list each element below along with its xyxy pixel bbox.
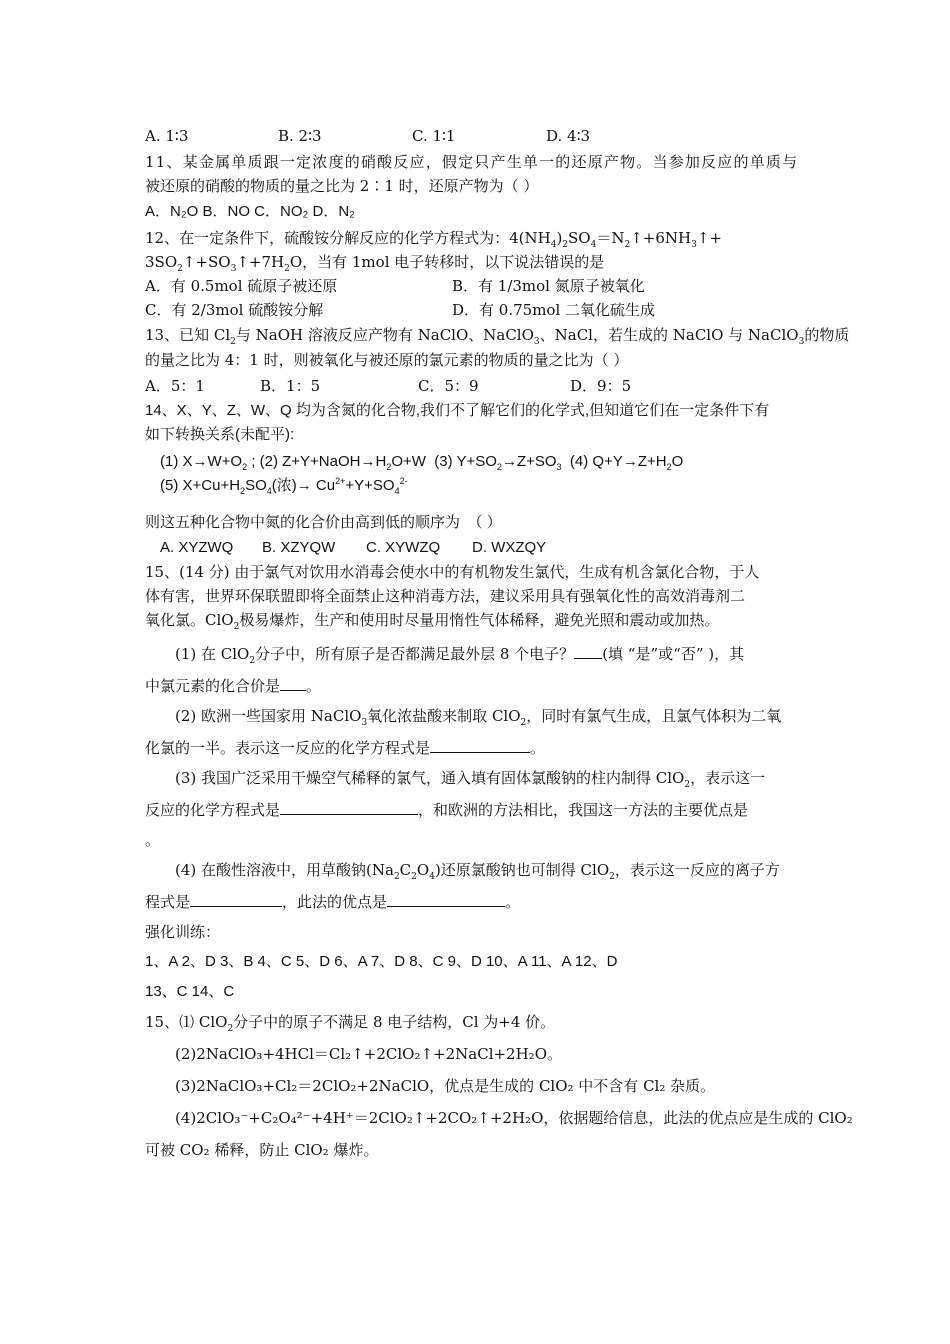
- q13-line-2: 的量之比为 4：1 时，则被氧化与被还原的氯元素的物质的量之比为（ ）: [145, 351, 629, 369]
- q14-reactions-1: (1) $X\to W+O_2$ ; (2) $Z+Y+NaOH\to H_2O+W$ (3) $Y+SO_2\to Z+SO_3$ (4) $Q+Y\to Z+H_2O$: [160, 453, 684, 472]
- q12-line-1: 12、在一定条件下，硫酸铵分解反应的化学方程式为：$4(NH_4)_2SO_4=N_2↑+6NH_3↑+$: [145, 229, 722, 250]
- q15-part-3-line-3: 。: [145, 831, 161, 849]
- q14-reactions-2: (5) $X+Cu+H_2SO_4$(浓)→ $Cu^{2+}+Y+SO_4^{2-}$: [160, 476, 408, 496]
- q12-option-a: A．有 0.5mol 硫原子被还原: [145, 277, 338, 295]
- answers-15-1: 15、⑴ ClO$_2$分子中的原子不满足 8 电子结构，Cl 为+4 价。: [145, 1013, 556, 1034]
- q10-option-c: C. 1∶1: [412, 127, 456, 145]
- q15-line-1: 15、(14 分) 由于氯气对饮用水消毒会使水中的有机物发生氯代，生成有机含氯化合物，于人: [145, 563, 760, 581]
- answers-15-3: (3)2NaClO₃+Cl₂＝2ClO₂+2NaClO，优点是生成的 ClO₂ 中不含有 Cl₂ 杂质。: [175, 1077, 716, 1095]
- q15-line-3: 氧化氯。ClO$_2$极易爆炸，生产和使用时尽量用惰性气体稀释，避免光照和震动或加热。: [145, 611, 720, 632]
- q12-line-2: $3SO_2↑+SO_3↑+7H_2O$，当有 1mol 电子转移时，以下说法错误的是: [145, 253, 605, 274]
- q15-part-2-line-2: 化氯的一半。表示这一反应的化学方程式是 。: [145, 739, 546, 757]
- q10-option-a: A. 1∶3: [145, 127, 189, 145]
- q13-option-d: D．9：5: [570, 377, 632, 395]
- q15-part-3: (3) 我国广泛采用干燥空气稀释的氯气，通入填有固体氯酸钠的柱内制得 ClO$_2$，表示这一: [175, 769, 766, 790]
- q12-option-c: C．有 2/3mol 硫酸铵分解: [145, 301, 324, 319]
- answer-blank[interactable]: [190, 892, 282, 907]
- q15-part-4-line-2: 程式是 ，此法的优点是 。: [145, 893, 521, 911]
- q10-option-b: B. 2∶3: [278, 127, 322, 145]
- answers-line-1: 1、A 2、D 3、B 4、C 5、D 6、A 7、D 8、C 9、D 10、A 11、A 12、D: [145, 953, 618, 970]
- q12-option-d: D．有 0.75mol 二氧化硫生成: [452, 301, 656, 319]
- q14-option-b: B. XZYQW: [262, 539, 336, 556]
- q13-option-b: B．1：5: [260, 377, 321, 395]
- q11-line-2: 被还原的硝酸的物质的量之比为 2∶1 时，还原产物为（ ）: [145, 177, 539, 195]
- q13-option-a: A．5：1: [145, 377, 205, 395]
- q14-option-d: D. WXZQY: [472, 539, 547, 556]
- q15-line-2: 体有害，世界环保联盟即将全面禁止这种消毒方法，建议采用具有强氧化性的高效消毒剂二: [145, 587, 746, 605]
- q12-option-b: B．有 1/3mol 氮原子被氧化: [452, 277, 645, 295]
- answer-blank[interactable]: [280, 800, 418, 815]
- q15-part-1: (1) 在 ClO$_2$分子中，所有原子是否都满足最外层 8 个电子？ (填 “是”或“否” )，其: [175, 645, 745, 666]
- answer-blank[interactable]: [280, 676, 306, 691]
- answers-heading: 强化训练：: [145, 923, 221, 941]
- q14-option-c: C. XYWZQ: [366, 539, 441, 556]
- answers-15-4: (4)2ClO₃⁻+C₂O₄²⁻+4H⁺＝2ClO₂↑+2CO₂↑+2H₂O，依据题给信息，此法的优点应是生成的 ClO₂: [175, 1109, 853, 1127]
- q14-option-a: A. XYZWQ: [160, 539, 234, 556]
- answer-blank[interactable]: [430, 738, 530, 753]
- q15-part-4: (4) 在酸性溶液中，用草酸钠$(Na_2C_2O_4)$还原氯酸钠也可制得 ClO$_2$，表示这一反应的离子方: [175, 861, 780, 882]
- q13-option-c: C．5：9: [418, 377, 479, 395]
- q11-options: A．N₂O B．NO C．NO₂ D．N₂: [145, 203, 355, 220]
- answer-blank[interactable]: [574, 644, 602, 659]
- q15-part-1-line-2: 中氯元素的化合价是 。: [145, 677, 322, 695]
- q11-line-1: 11、某金属单质跟一定浓度的硝酸反应，假定只产生单一的还原产物。当参加反应的单质与: [145, 153, 799, 171]
- q14-line-5: 则这五种化合物中氮的化合价由高到低的顺序为 （ ）: [145, 514, 502, 531]
- q15-part-3-line-2: 反应的化学方程式是 ，和欧洲的方法相比，我国这一方法的主要优点是: [145, 801, 749, 819]
- q14-line-1: 14、X、Y、Z、W、Q 均为含氮的化合物,我们不了解它们的化学式,但知道它们在一定条件下有: [145, 402, 770, 419]
- answer-blank[interactable]: [387, 892, 505, 907]
- q15-part-2: (2) 欧洲一些国家用 NaClO$_3$氧化浓盐酸来制取 ClO$_2$，同时有氯气生成，且氯气体积为二氧: [175, 707, 782, 728]
- q14-line-2: 如下转换关系(未配平):: [145, 426, 295, 443]
- answers-15-2: (2)2NaClO₃+4HCl＝Cl₂↑+2ClO₂↑+2NaCl+2H₂O。: [175, 1045, 562, 1063]
- answers-15-4-line-2: 可被 CO₂ 稀释，防止 ClO₂ 爆炸。: [145, 1141, 379, 1159]
- q13-line-1: 13、已知 $Cl_2$与 NaOH 溶液反应产物有 NaClO、NaClO$_3$、NaCl，若生成的 NaClO 与 NaClO$_3$的物质: [145, 326, 850, 347]
- q10-option-d: D. 4∶3: [546, 127, 591, 145]
- answers-line-2: 13、C 14、C: [145, 983, 235, 1000]
